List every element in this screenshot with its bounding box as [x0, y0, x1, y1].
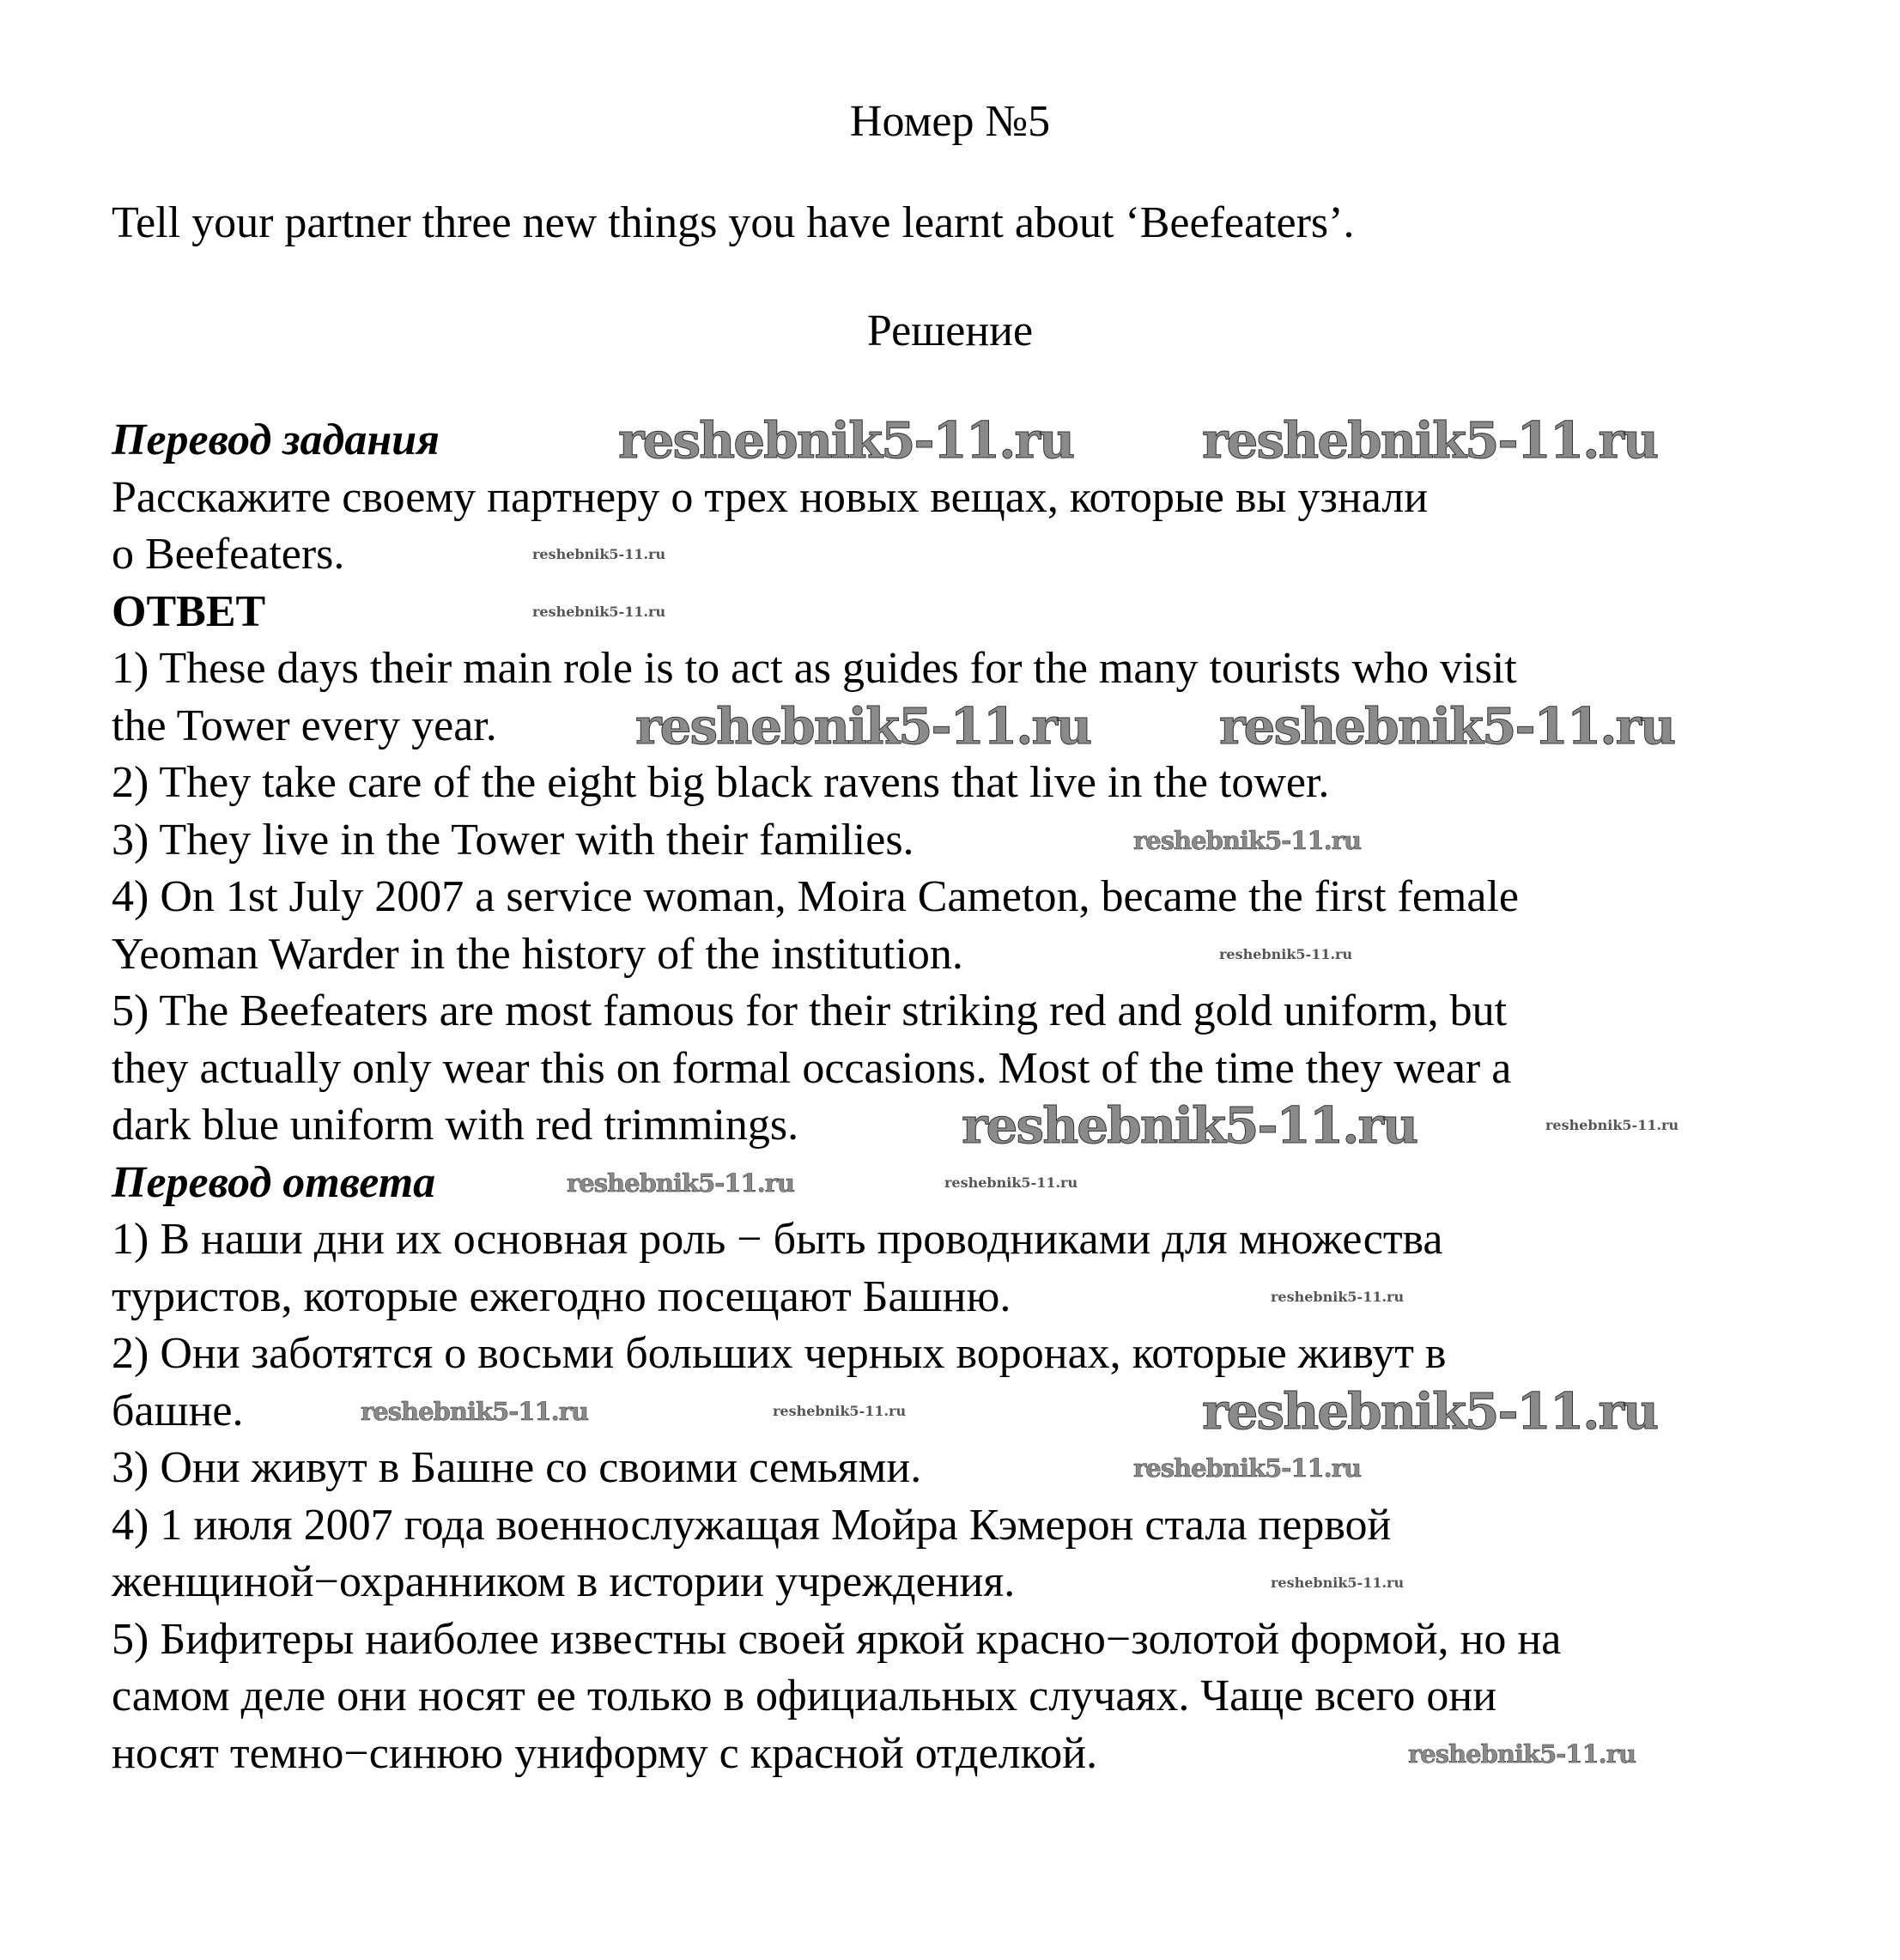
text-line: 3) They live in the Tower with their families.: [112, 815, 914, 865]
watermark: reshebnik5-11.ru: [361, 1397, 589, 1426]
text-line: they actually only wear this on formal occasions. Most of the time they wear a: [112, 1043, 1512, 1093]
text-line: 5) The Beefeaters are most famous for their striking red and gold uniform, but: [112, 986, 1508, 1035]
text-line: башне.: [112, 1386, 244, 1435]
answer-heading: ОТВЕТ: [112, 586, 266, 636]
text-line: о Beefeaters.: [112, 530, 345, 579]
text-line: 4) 1 июля 2007 года военнослужащая Мойра Кэмерон стала первой: [112, 1500, 1392, 1550]
text-line: dark blue uniform with red trimmings.: [112, 1101, 799, 1150]
text-line: 2) They take care of the eight big black ravens that live in the tower.: [112, 758, 1330, 807]
text-line: туристов, которые ежегодно посещают Башню.: [112, 1271, 1011, 1321]
text-line: женщиной−охранником в истории учреждения.: [112, 1557, 1016, 1606]
text-line: носят темно−синюю униформу с красной отделкой.: [112, 1728, 1098, 1778]
text-line: самом деле они носят ее только в официальных случаях. Чаще всего они: [112, 1672, 1497, 1720]
watermark: reshebnik5-11.ru: [1545, 1117, 1679, 1133]
watermark: reshebnik5-11.ru: [1271, 1289, 1405, 1305]
text-line: 1) These days their main role is to act as guides for the many tourists who visit: [112, 644, 1517, 693]
watermark: reshebnik5-11.ru: [1219, 946, 1353, 962]
task-translation-heading: Перевод задания: [112, 416, 440, 464]
text-line: 1) В наши дни их основная роль − быть проводниками для множества: [112, 1215, 1443, 1264]
text-line: Расскажите своему партнеру о трех новых вещах, которые вы узнали: [112, 472, 1429, 522]
text-line: 5) Бифитеры наиболее известны своей яркой красно−золотой формой, но на: [112, 1614, 1562, 1664]
task-text: Tell your partner three new things you have learnt about ‘Beefeaters’.: [112, 198, 1355, 247]
watermark: reshebnik5-11.ru: [1202, 411, 1658, 470]
answer-translation-heading: Перевод ответа: [112, 1157, 436, 1207]
watermark: reshebnik5-11.ru: [1408, 1739, 1636, 1769]
page-title: Номер №5: [849, 97, 1051, 146]
text-line: 2) Они заботятся о восьми больших черных воронах, которые живут в: [112, 1329, 1447, 1378]
watermark: reshebnik5-11.ru: [635, 697, 1091, 755]
text-line: 3) Они живут в Башне со своими семьями.: [112, 1443, 922, 1492]
watermark: reshebnik5-11.ru: [1133, 1453, 1362, 1483]
text-line: 4) On 1st July 2007 a service woman, Moira Cameton, became the first female: [112, 872, 1519, 921]
solution-heading: Решение: [866, 306, 1034, 355]
watermark: reshebnik5-11.ru: [567, 1168, 795, 1198]
watermark: reshebnik5-11.ru: [1271, 1575, 1405, 1591]
watermark: reshebnik5-11.ru: [944, 1174, 1078, 1191]
watermark: reshebnik5-11.ru: [1133, 826, 1362, 855]
watermark: reshebnik5-11.ru: [962, 1096, 1417, 1155]
watermark: reshebnik5-11.ru: [532, 546, 666, 562]
text-line: the Tower every year.: [112, 701, 497, 750]
watermark: reshebnik5-11.ru: [532, 604, 666, 620]
watermark: reshebnik5-11.ru: [773, 1403, 907, 1419]
watermark: reshebnik5-11.ru: [1219, 697, 1675, 755]
text-line: Yeoman Warder in the history of the institution.: [112, 929, 963, 979]
watermark: reshebnik5-11.ru: [618, 411, 1074, 470]
watermark: reshebnik5-11.ru: [1202, 1382, 1658, 1441]
